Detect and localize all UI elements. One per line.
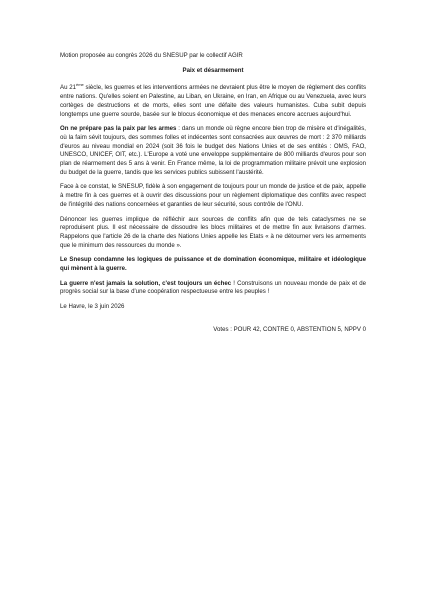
document-page <box>60 52 366 335</box>
paragraph-snesup-position: Face à ce constat, le SNESUP, fidèle à son engagement de toujours pour un monde de justice et de paix, appelle à mettre fin à ces guerres et à ouvrir des discussions pour un règlement diplomatique des conflits avec respect de l'intégrité des nations concernées et garanties de leur sécurité, sous contrôle de l'ONU. <box>60 183 366 208</box>
paragraph-conclusion-text: ! Construisons un nouveau monde de paix et de progrès social sur la base d'une coopération respectueuse entre les peuples ! <box>60 279 366 296</box>
paragraph-conclusion <box>60 280 366 297</box>
paragraph-context <box>60 84 366 119</box>
century-superscript: ème <box>75 82 84 88</box>
paragraph-condemnation: Le Snesup condamne les logiques de puissance et de domination économique, militaire et idéologique qui mènent à la guerre. <box>60 256 366 273</box>
paragraph-context-lead: Au 21 <box>60 84 76 92</box>
document-title: Paix et désarmement <box>182 66 244 74</box>
paragraph-armament-spending <box>60 125 366 177</box>
vote-results: Votes : POUR 42, CONTRE 0, ABSTENTION 5, NPPV 0 <box>213 325 366 333</box>
paragraph-context-text: siècle, les guerres et les interventions armées ne devraient plus être le moyen de règlement des conflits entre nations. Qu'elles soient en Palestine, au Liban, en Ukraine, en Iran, en Afrique ou au Venezuela, avec leurs cortèges de destructions et de morts, elles sont une défaite des valeurs humanistes. Cuba subit depuis longtemps une guerre sourde, basée sur le blocus économique et des menaces encore accrues aujourd'hui. <box>60 84 366 118</box>
paragraph-root-causes: Dénoncer les guerres implique de réfléchir aux sources de conflits afin que de tels cataclysmes ne se reproduisent plus. Il est nécessaire de dissoudre les blocs militaires et de mettre fin aux livraisons d'armes. Rappelons que l'article 26 de la charte des Nations Unies appelle les Etats « à ne détourner vers les armements que le minimum des ressources du monde ». <box>60 215 366 249</box>
motion-header: Motion proposée au congrès 2026 du SNESUP par le collectif AGIR <box>60 52 243 59</box>
paragraph-conclusion-lead: La guerre n'est jamais la solution, c'est toujours un échec <box>60 279 232 287</box>
paragraph-armament-lead: On ne prépare pas la paix par les armes <box>60 125 177 133</box>
place-and-date: Le Havre, le 3 juin 2026 <box>60 303 125 311</box>
paragraph-armament-text: : dans un monde où règne encore bien trop de misère et d'inégalités, où la faim sévit toujours, des sommes folles et indécentes sont consacrées aux œuvres de mort : 2 370 milliards d'euros au niveau mondial en 2024 (soit 36 fois le budget des Nations Unies et de ses entités : OMS, FAO, UNESCO, UNICEF, OIT, etc.). L'Europe a voté une enveloppe supplémentaire de 800 milliards d'euros pour son plan de réarmement des 5 ans à venir. En France même, la loi de programmation militaire prévoit une explosion du budget de la guerre, tandis que les services publics subissent l'austérité. <box>60 125 366 176</box>
